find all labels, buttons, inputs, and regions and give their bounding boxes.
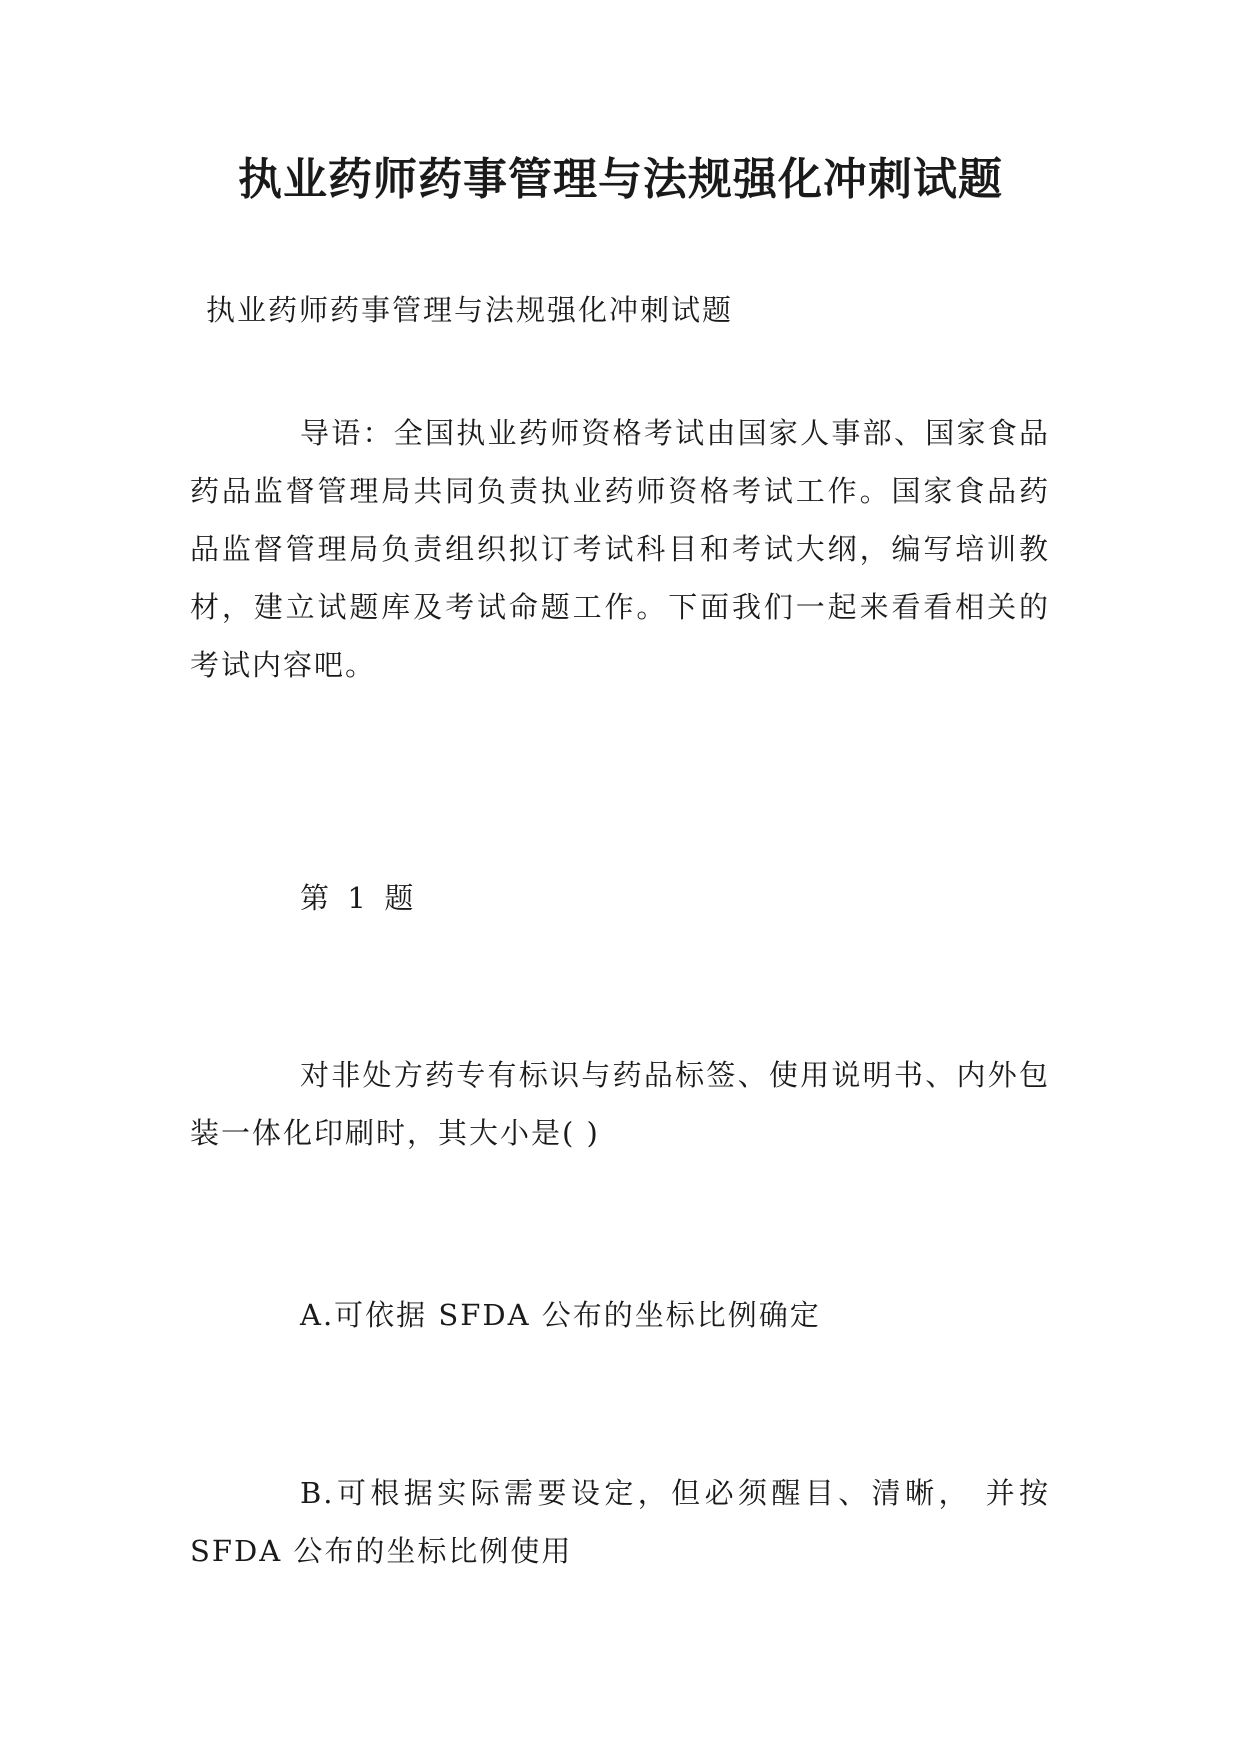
question-number: 第 1 题 xyxy=(300,881,414,915)
document-title: 执业药师药事管理与法规强化冲刺试题 xyxy=(238,154,1003,205)
option-b: B.可根据实际需要设定，但必须醒目、清晰， 并按 SFDA 公布的坐标比例使用 xyxy=(190,1476,1050,1568)
option-a: A.可依据 SFDA 公布的坐标比例确定 xyxy=(300,1298,821,1332)
question-text: 对非处方药专有标识与药品标签、使用说明书、内外包装一体化印刷时，其大小是( ) xyxy=(190,1058,1050,1150)
intro-paragraph: 导语：全国执业药师资格考试由国家人事部、国家食品药品监督管理局共同负责执业药师资格考试工作。国家食品药品监督管理局负责组织拟订考试科目和考试大纲，编写培训教材，建立试题库及考试命题工作。下面我们一起来看看相关的考试内容吧。 xyxy=(190,416,1050,682)
document-subtitle: 执业药师药事管理与法规强化冲刺试题 xyxy=(206,293,734,327)
